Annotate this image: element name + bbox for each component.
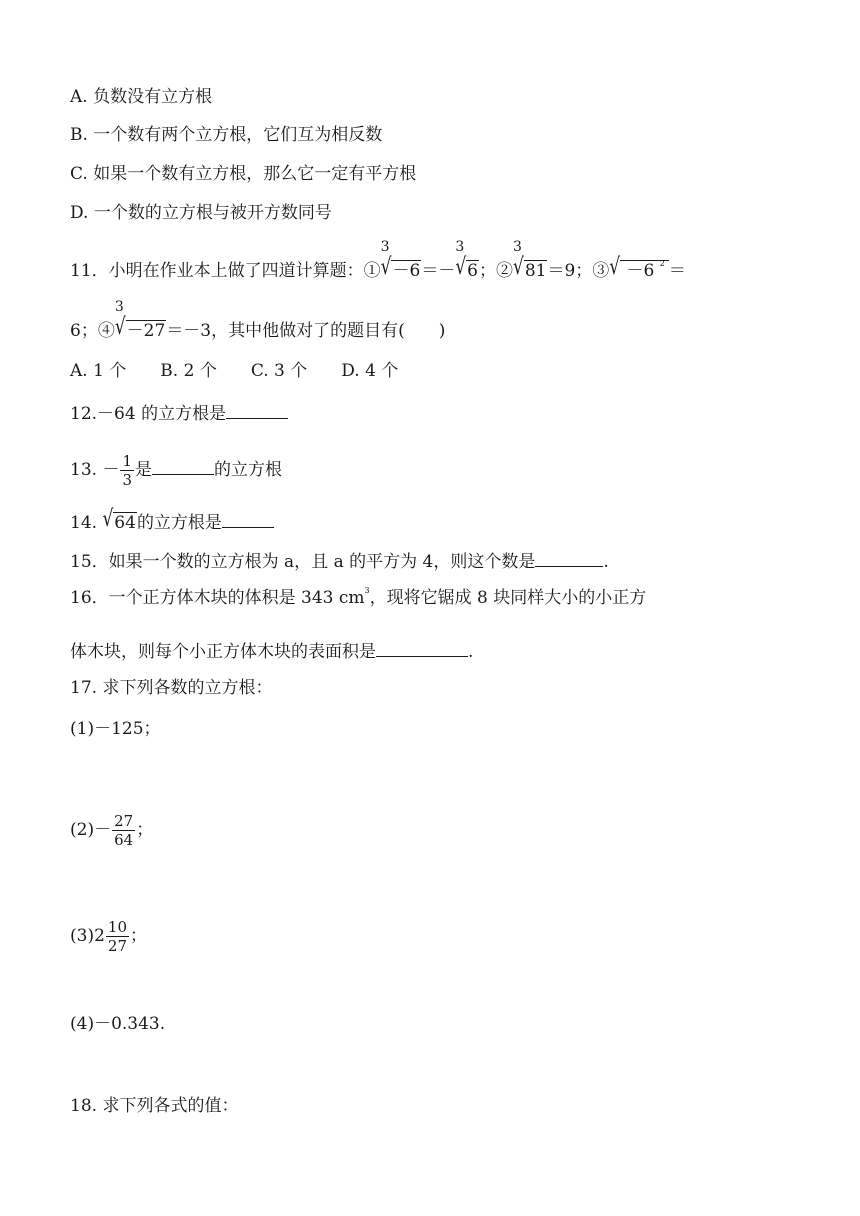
cube-root-2 xyxy=(455,239,479,282)
q13-suffix: 的立方根 xyxy=(214,460,282,480)
q12-text: 12.－64 的立方根是 xyxy=(70,404,227,424)
radical-argument: 6 xyxy=(467,261,478,281)
p2-suffix: ； xyxy=(136,820,154,840)
answer-blank[interactable] xyxy=(226,400,288,419)
q16-end: . xyxy=(468,642,474,662)
q14-prefix: 14. xyxy=(70,513,103,533)
fraction xyxy=(120,452,134,489)
numerator: 1 xyxy=(122,452,132,470)
p2-prefix: (2)－ xyxy=(70,820,112,840)
radical-argument xyxy=(620,260,669,284)
radical-argument: 81 xyxy=(524,261,547,281)
q15-end: . xyxy=(603,552,609,572)
q16-line2: 体木块，则每个小正方体木块的表面积是 xyxy=(70,642,376,662)
radical-index: 3 xyxy=(380,239,390,255)
answer-blank[interactable] xyxy=(376,638,468,657)
q15-text: 15．如果一个数的立方根为 a，且 a 的平方为 4，则这个数是 xyxy=(70,552,536,572)
question-17-title: 17. 求下列各数的立方根： xyxy=(70,678,273,698)
option-c: C. 如果一个数有立方根，那么它一定有平方根 xyxy=(70,164,417,184)
p3-suffix: ； xyxy=(130,926,147,946)
fraction xyxy=(112,812,135,849)
radical-icon: √ xyxy=(114,313,126,341)
question-11-line1 xyxy=(70,239,686,284)
question-14 xyxy=(70,505,274,534)
q11-eq3: ＝ xyxy=(668,261,686,281)
q13-mid: 是 xyxy=(135,460,152,480)
exponent: 2 xyxy=(659,259,665,268)
q16-line1: 16．一个正方体木块的体积是 343 cm xyxy=(70,588,365,608)
q11-line2-end: ＝－3，其中他做对了的题目有( ) xyxy=(166,321,446,341)
square-root-1 xyxy=(609,253,669,284)
option-b: B. 一个数有两个立方根，它们互为相反数 xyxy=(70,125,383,145)
cube-root-1 xyxy=(380,239,422,282)
denominator: 64 xyxy=(114,831,134,849)
question-17-part-3 xyxy=(70,918,147,955)
superscript: 3 xyxy=(364,586,370,595)
numerator: 10 xyxy=(107,918,127,936)
q16-line1-end: ，现将它锯成 8 块同样大小的小正方 xyxy=(369,588,647,608)
radical-argument: －27 xyxy=(126,321,166,341)
radical-icon: √ xyxy=(455,253,467,281)
question-16-line1 xyxy=(70,587,646,612)
p3-prefix: (3)2 xyxy=(70,926,105,946)
radical-argument: －6 xyxy=(392,261,421,281)
denominator: 3 xyxy=(122,471,132,489)
question-18-title: 18. 求下列各式的值： xyxy=(70,1096,239,1116)
q11-eq1: ＝－ xyxy=(421,261,456,281)
answer-blank[interactable] xyxy=(222,509,274,528)
answer-blank[interactable] xyxy=(152,456,214,475)
question-17-part-4: (4)－0.343. xyxy=(70,1014,166,1034)
question-11-line2 xyxy=(70,299,446,342)
question-17-part-2 xyxy=(70,812,153,849)
q11-intro: 11．小明在作业本上做了四道计算题：① xyxy=(70,261,381,281)
square-root-2 xyxy=(102,505,136,534)
question-17-part-1: (1)－125； xyxy=(70,719,161,739)
q13-prefix: 13. － xyxy=(70,460,120,480)
cube-root-4 xyxy=(114,299,166,342)
fraction xyxy=(106,918,129,955)
q11-eq2: ＝9；③ xyxy=(547,261,610,281)
numerator: 27 xyxy=(114,812,134,830)
radical-icon: √ xyxy=(380,253,392,281)
denominator: 27 xyxy=(107,937,127,955)
radical-icon: √ xyxy=(609,253,621,281)
radical-index: 3 xyxy=(512,239,522,255)
q11-line2-start: 6；④ xyxy=(70,321,115,341)
radical-argument-text: －6 xyxy=(621,261,660,281)
radical-index: 3 xyxy=(455,239,465,255)
question-11-options: A. 1 个 B. 2 个 C. 3 个 D. 4 个 xyxy=(70,361,399,381)
q11-sep1: ；② xyxy=(478,261,513,281)
question-13 xyxy=(70,452,282,489)
radical-argument: 64 xyxy=(114,513,136,533)
question-15 xyxy=(70,548,609,573)
question-12 xyxy=(70,400,288,425)
cube-root-3 xyxy=(512,239,547,282)
radical-icon: √ xyxy=(512,253,524,281)
option-d: D. 一个数的立方根与被开方数同号 xyxy=(70,203,332,223)
q14-suffix: 的立方根是 xyxy=(136,513,222,533)
radical-index: 3 xyxy=(114,299,124,315)
option-a: A. 负数没有立方根 xyxy=(70,87,213,107)
question-16-line2 xyxy=(70,638,473,663)
radical-icon: √ xyxy=(102,505,114,533)
answer-blank[interactable] xyxy=(535,548,603,567)
